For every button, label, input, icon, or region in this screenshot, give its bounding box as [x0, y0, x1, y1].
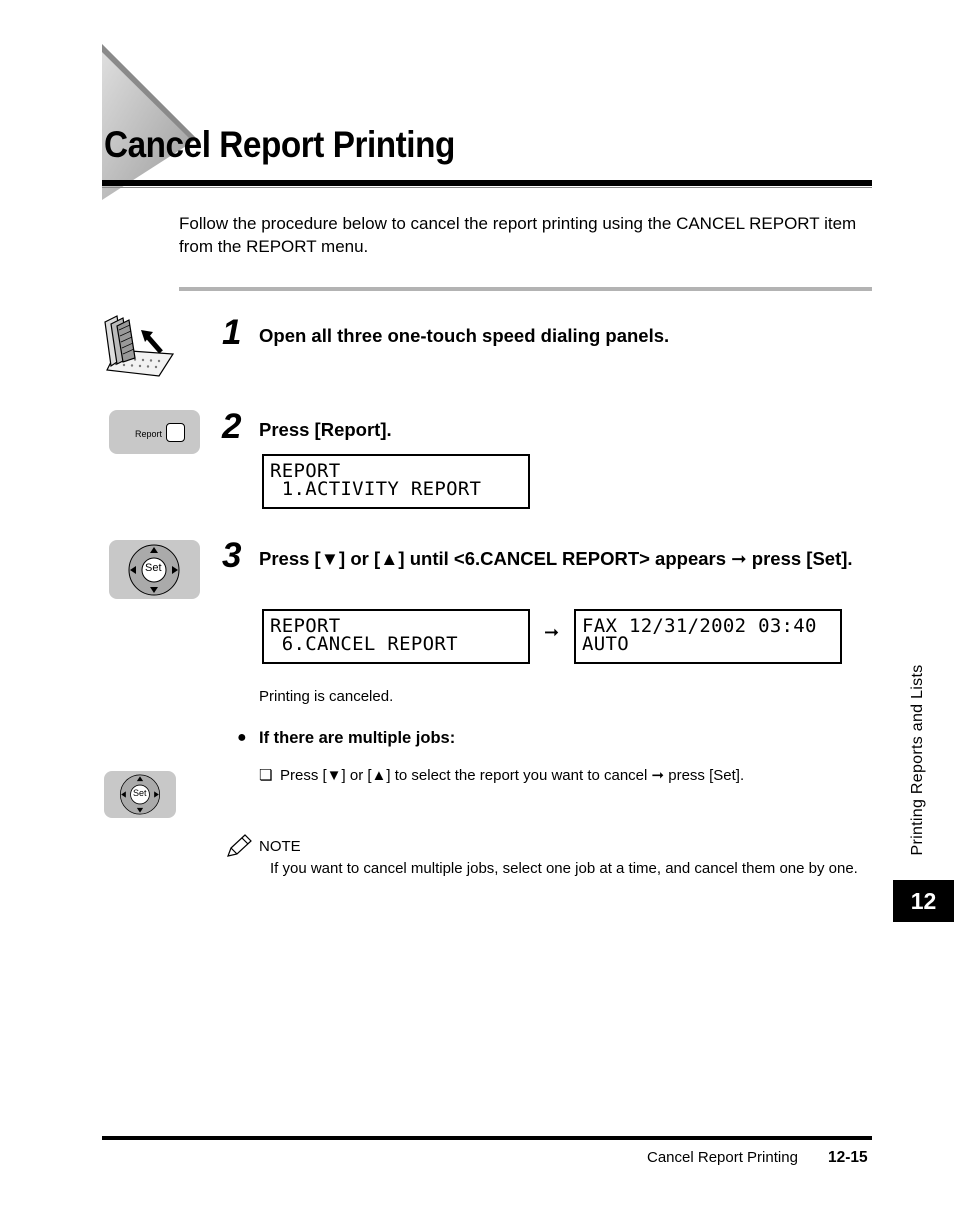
footer-rule: [102, 1136, 872, 1140]
set-key-label: Set: [145, 562, 162, 574]
step-3-number: 3: [222, 536, 242, 575]
step-2-number: 2: [222, 407, 242, 446]
pencil-note-icon: [225, 833, 253, 859]
checkbox-icon: ❏: [259, 767, 273, 784]
speed-dial-panel-icon: [103, 314, 175, 378]
note-text: If you want to cancel multiple jobs, select one job at a time, and cancel them one by one.: [270, 860, 858, 877]
lcd-line-1: FAX 12/31/2002 03:40: [582, 615, 817, 637]
lcd-line-1: REPORT: [270, 460, 341, 482]
chapter-title: Printing Reports and Lists: [909, 664, 926, 856]
set-key-label: Set: [133, 788, 147, 798]
step-1-number: 1: [222, 313, 242, 352]
lcd-line-2: 6.CANCEL REPORT: [270, 633, 458, 655]
bullet-icon: ●: [237, 729, 247, 746]
report-key-label: Report: [135, 429, 163, 439]
report-key-illustration: [109, 410, 200, 454]
title-rule: [102, 180, 872, 186]
step-3-text: Press [▼] or [▲] until <6.CANCEL REPORT> appears ➞ press [Set].: [259, 548, 853, 569]
lcd-line-2: 1.ACTIVITY REPORT: [270, 478, 482, 500]
multiple-jobs-heading: If there are multiple jobs:: [259, 729, 456, 747]
section-divider: [179, 287, 872, 291]
page-number: 12-15: [828, 1149, 868, 1166]
chapter-number-tab: 12: [893, 880, 954, 922]
page-title: Cancel Report Printing: [104, 124, 455, 165]
right-arrow-icon: ➞: [544, 622, 560, 642]
lcd-display-report: [262, 454, 530, 509]
multiple-jobs-instruction: Press [▼] or [▲] to select the report you want to cancel ➞ press [Set].: [280, 767, 745, 784]
lcd-line-2: AUTO: [582, 633, 629, 655]
chapter-side-label: [903, 650, 933, 870]
step-1-text: Open all three one-touch speed dialing panels.: [259, 325, 670, 346]
lcd-display-standby: [574, 609, 842, 664]
intro-paragraph: Follow the procedure below to cancel the report printing using the CANCEL REPORT item from the REPORT menu.: [179, 214, 857, 256]
footer-section-title: Cancel Report Printing: [647, 1149, 798, 1166]
step-2-text: Press [Report].: [259, 419, 392, 440]
lcd-line-1: REPORT: [270, 615, 341, 637]
step-3-result: Printing is canceled.: [259, 688, 394, 705]
lcd-display-cancel-report: [262, 609, 530, 664]
set-key-illustration-small: [104, 771, 176, 818]
set-key-illustration: [109, 540, 200, 599]
report-button-icon: [166, 423, 185, 442]
title-rule-shadow: [102, 187, 872, 188]
note-label: NOTE: [259, 838, 301, 855]
